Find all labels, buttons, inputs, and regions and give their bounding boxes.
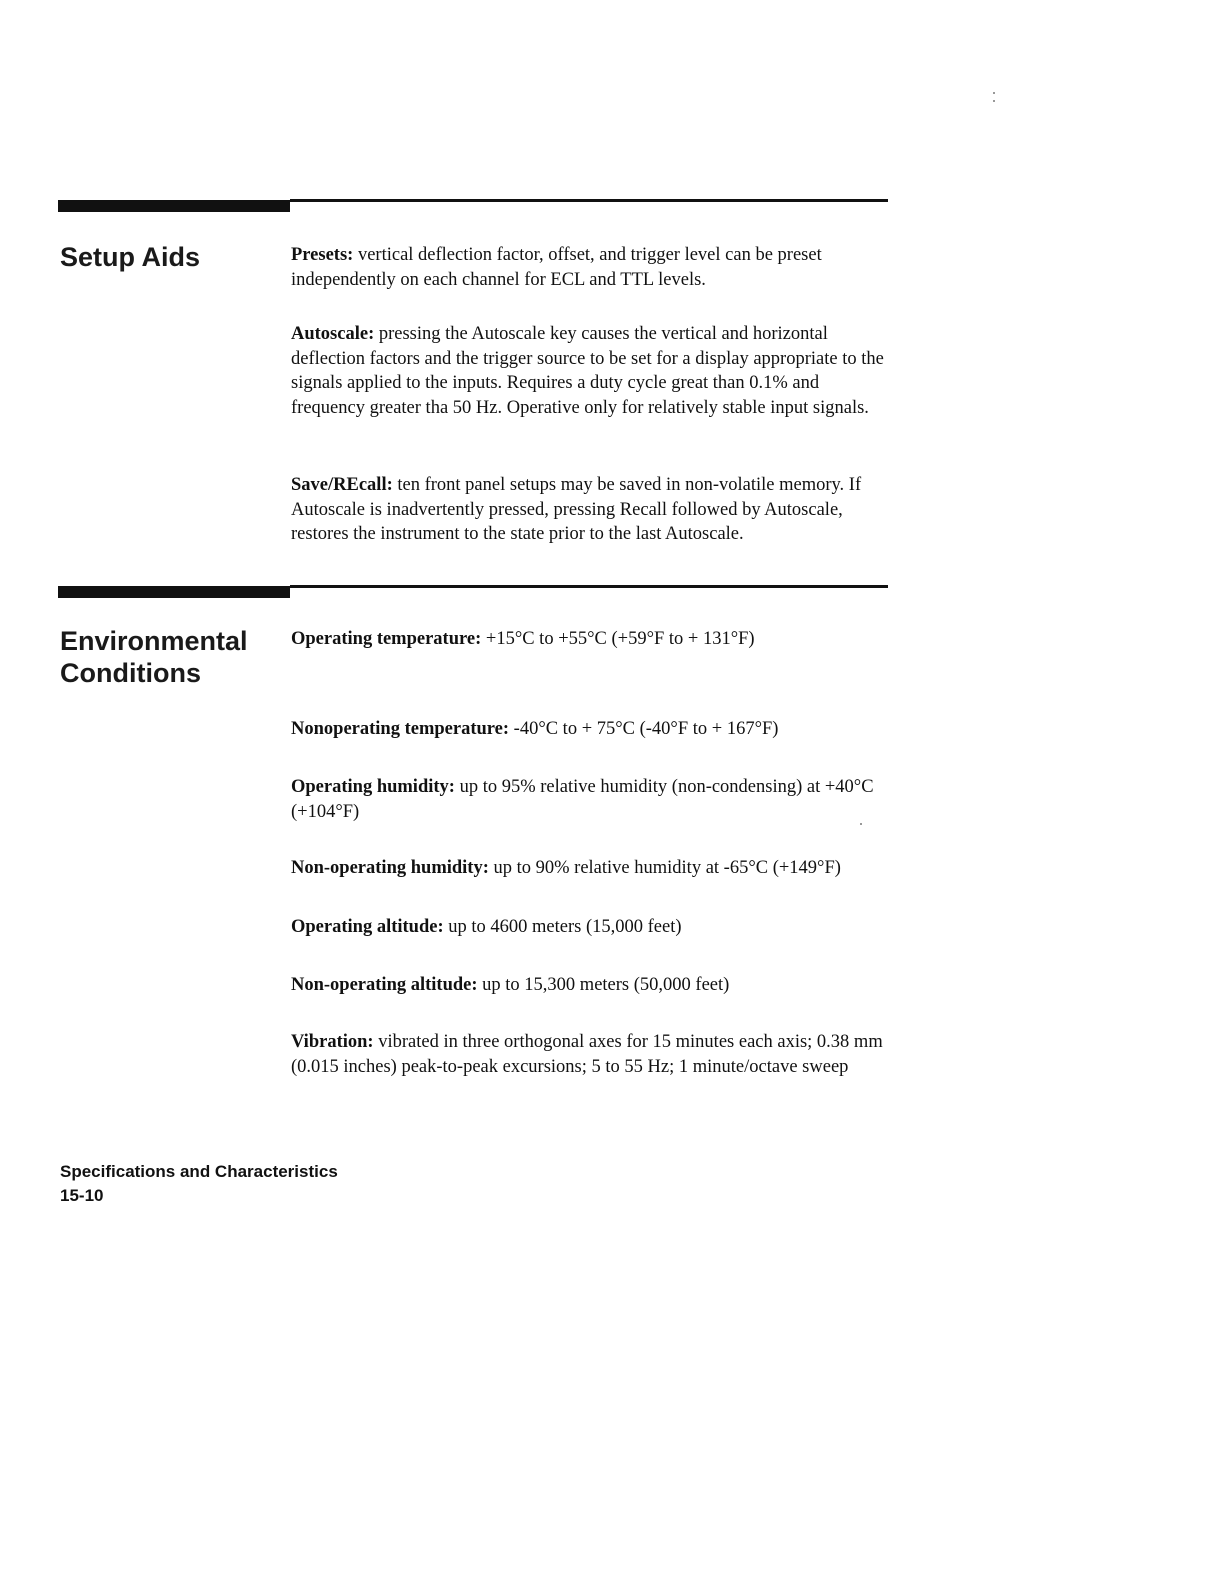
scan-speck [860,823,862,825]
spec-term: Non-operating altitude: [291,975,478,995]
spec-term: Non-operating humidity: [291,858,489,878]
scan-speck [993,92,995,94]
spec-text: pressing the Autoscale key causes the vertical and horizontal deflection factors and the trigger source to be set for a display appropriate to the signals applied to the inputs. Requires a duty cycle great than 0.1% and frequency greater tha 50 Hz. Operative only for relatively stable input signals. [291,324,884,418]
spec-term: Save/REcall: [291,475,393,495]
spec-term: Operating temperature: [291,629,482,649]
section-title-line: Environmental [60,626,248,656]
section-title-setup-aids: Setup Aids [60,242,201,272]
spec-term: Presets: [291,245,354,265]
section-rule-environmental [58,582,888,598]
spec-item-vibration [291,1030,889,1079]
spec-text: vertical deflection factor, offset, and trigger level can be preset independently on each channel for ECL and TTL levels. [291,245,822,290]
scan-speck [993,100,995,102]
spec-item-nonoperating-humidity [291,856,889,881]
section-title-line: Conditions [60,658,201,688]
spec-term: Nonoperating temperature: [291,719,510,739]
spec-text: vibrated in three orthogonal axes for 15 minutes each axis; 0.38 mm (0.015 inches) peak-to-peak excursions; 5 to 55 Hz; 1 minute/octave sweep [291,1032,883,1077]
spec-term: Operating altitude: [291,917,444,937]
spec-term: Vibration: [291,1032,374,1052]
rule-thick-bar [58,200,290,212]
spec-item-operating-temperature [291,627,889,652]
spec-text: ten front panel setups may be saved in non-volatile memory. If Autoscale is inadvertently pressed, pressing Recall followed by Autoscale, restores the instrument to the state prior to the last Autoscale. [291,475,862,544]
spec-text: +15°C to +55°C (+59°F to + 131°F) [481,629,755,649]
spec-text: up to 95% relative humidity (non-condensing) at +40°C (+104°F) [291,777,874,822]
spec-term: Operating humidity: [291,777,455,797]
footer-page-number: 15-10 [60,1186,104,1205]
section-title-environmental [60,625,248,689]
spec-text: up to 15,300 meters (50,000 feet) [477,975,730,995]
spec-text: up to 90% relative humidity at -65°C (+149°F) [488,858,841,878]
rule-thin-line [290,585,888,588]
footer-section-name: Specifications and Characteristics [60,1162,338,1181]
spec-item-autoscale [291,322,889,420]
spec-item-operating-altitude [291,915,889,940]
spec-term: Autoscale: [291,324,375,344]
section-rule-setup-aids [58,196,888,212]
rule-thick-bar [58,586,290,598]
spec-item-operating-humidity [291,775,889,824]
spec-item-nonoperating-altitude [291,973,889,998]
spec-item-save-recall [291,473,889,547]
spec-item-presets [291,243,889,292]
spec-item-nonoperating-temperature [291,717,889,742]
spec-text: -40°C to + 75°C (-40°F to + 167°F) [509,719,779,739]
rule-thin-line [290,199,888,202]
spec-text: up to 4600 meters (15,000 feet) [443,917,682,937]
page-footer [60,1160,338,1208]
